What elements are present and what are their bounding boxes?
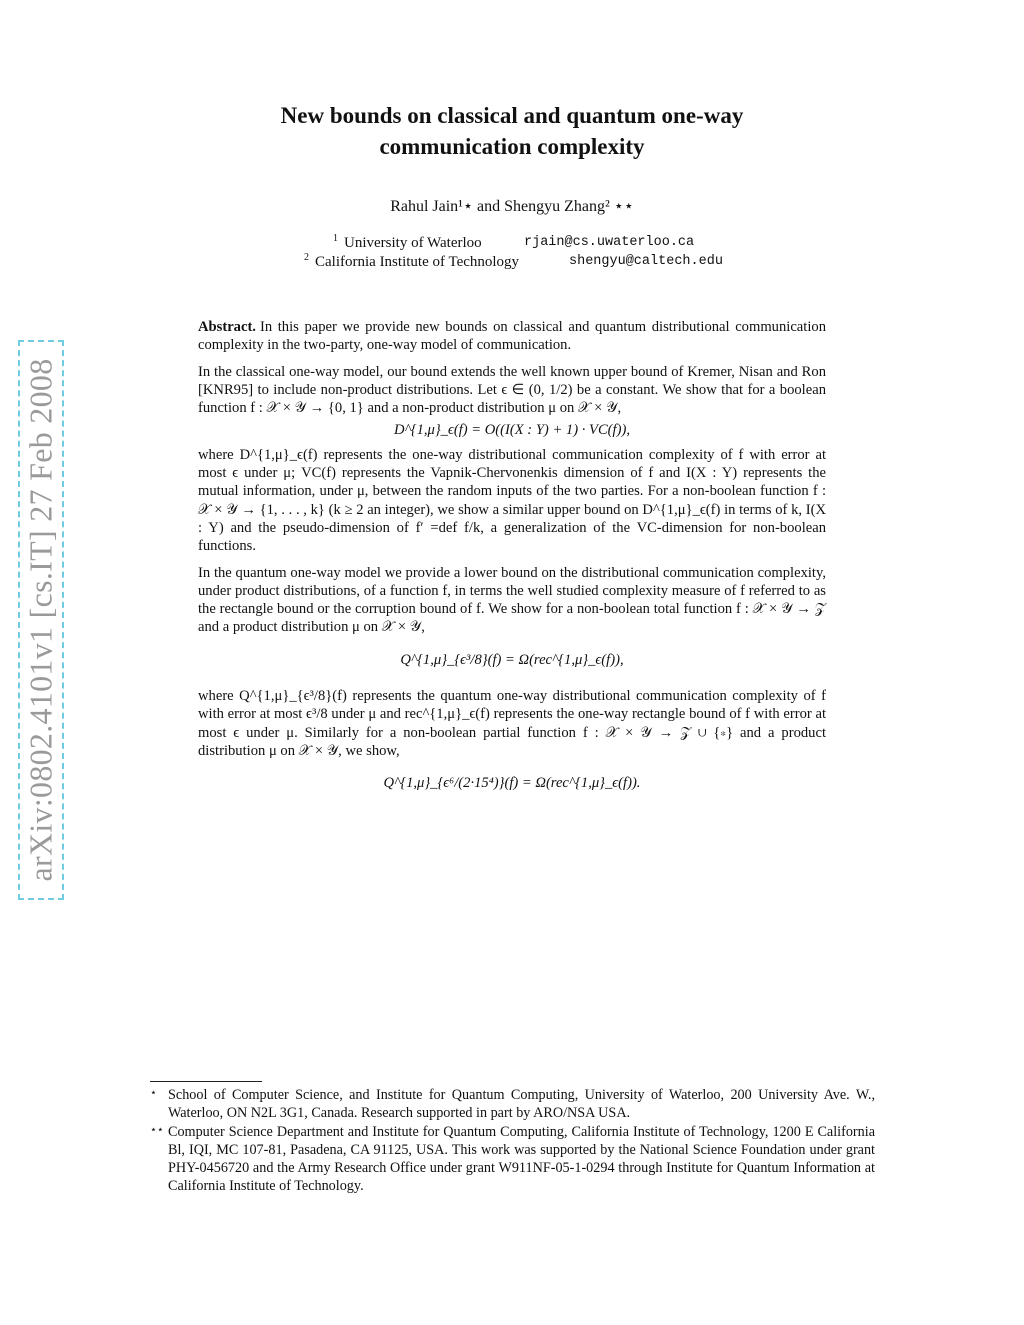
footnote-text: School of Computer Science, and Institute for Quantum Computing, University of Waterloo, 200 University Ave. W., Waterloo, ON N2L 3G1, Canada. Research supported in part by ARO/NSA USA. xyxy=(168,1087,875,1122)
abstract-paragraph-2: In the classical one-way model, our bound extends the well known upper bound of Kremer, Nisan and Ron [KNR95] to include non-product distributions. Let ϵ ∈ (0, 1/2) be a constant. We show that for a boolean function f : 𝒳 × 𝒴 → {0, 1} and a non-product distribution μ on 𝒳 × 𝒴, xyxy=(198,363,826,417)
footnote-1 xyxy=(150,1086,875,1123)
footnote-text: Computer Science Department and Institute for Quantum Computing, California Institute of Technology, 1200 E California Bl, IQI, MC 107-81, Pasadena, CA 91125, USA. This work was supported by the National Science Foundation under grant PHY-0456720 and the Army Research Office under grant W911NF-05-1-0294 through Institute for Quantum Information at California Institute of Technology. xyxy=(168,1123,875,1195)
footnote-divider xyxy=(150,1081,262,1082)
footnote-mark: ⋆ xyxy=(150,1087,157,1099)
abstract-paragraph-3: where D^{1,μ}_ϵ(f) represents the one-way distributional communication complexity of f with error at most ϵ under μ; VC(f) represents the Vapnik-Chervonenkis dimension of f and I(X : Y) represents the mutual information, under μ, between the random inputs of the two parties. For a non-boolean function f : 𝒳 × 𝒴 → {1, . . . , k} (k ≥ 2 an integer), we show a similar upper bound on D^{1,μ}_ϵ(f) in terms of k, I(X : Y) and the pseudo-dimension of f′ =def f/k, a generalization of the VC-dimension for non-boolean functions. xyxy=(198,446,826,555)
equation-quantum-partial: Q^{1,μ}_{ϵ⁶/(2·15⁴)}(f) = Ω(rec^{1,μ}_ϵ(f)). xyxy=(383,775,641,792)
abstract-paragraph-1: Abstract. In this paper we provide new bounds on classical and quantum distributional communication complexity in the two-party, one-way model of communication. xyxy=(198,319,826,354)
affiliation-name: University of Waterloo xyxy=(344,235,482,251)
affiliation-number: 2 xyxy=(304,252,309,263)
abstract-label: Abstract. xyxy=(198,319,256,335)
footnotes xyxy=(150,1086,875,1196)
affiliation-number: 1 xyxy=(333,233,338,244)
affiliation-2-email: shengyu@caltech.edu xyxy=(569,254,723,269)
arxiv-id-text: arXiv:0802.4101v1 [cs.IT] 27 Feb 2008 xyxy=(22,358,59,882)
author-line: Rahul Jain¹⋆ and Shengyu Zhang² ⋆⋆ xyxy=(390,198,634,215)
affiliation-name: California Institute of Technology xyxy=(315,254,520,270)
paper-title xyxy=(150,100,874,162)
affiliation-1-email: rjain@cs.uwaterloo.ca xyxy=(524,235,695,250)
title-line-1: New bounds on classical and quantum one-way xyxy=(280,103,744,128)
footnote-2 xyxy=(150,1123,875,1196)
abstract xyxy=(198,318,826,811)
affiliation-2 xyxy=(304,252,519,271)
equation-quantum-total: Q^{1,μ}_{ϵ³/8}(f) = Ω(rec^{1,μ}_ϵ(f)), xyxy=(400,651,624,668)
abstract-paragraph-4: In the quantum one-way model we provide a lower bound on the distributional communication complexity, under product distributions, of a function f, in terms the well studied complexity measure of f referred to as the rectangle bound or the corruption bound of f. We show for a non-boolean total function f : 𝒳 × 𝒴 → 𝒵 and a product distribution μ on 𝒳 × 𝒴, xyxy=(198,564,826,636)
abstract-paragraph-5: where Q^{1,μ}_{ϵ³/8}(f) represents the quantum one-way distributional communication complexity of f with error at most ϵ³/8 under μ and rec^{1,μ}_ϵ(f) represents the one-way rectangle bound of f with error at most ϵ under μ. Similarly for a non-boolean partial function f : 𝒳 × 𝒴 → 𝒵 ∪ {∗} and a product distribution μ on 𝒳 × 𝒴, we show, xyxy=(198,688,826,759)
equation-classical-bound: D^{1,μ}_ϵ(f) = O((I(X : Y) + 1) · VC(f)), xyxy=(394,422,630,439)
affiliation-1 xyxy=(333,233,482,252)
title-line-2: communication complexity xyxy=(379,134,645,159)
arxiv-identifier-stamp xyxy=(18,340,64,900)
footnote-mark: ⋆⋆ xyxy=(150,1123,164,1136)
